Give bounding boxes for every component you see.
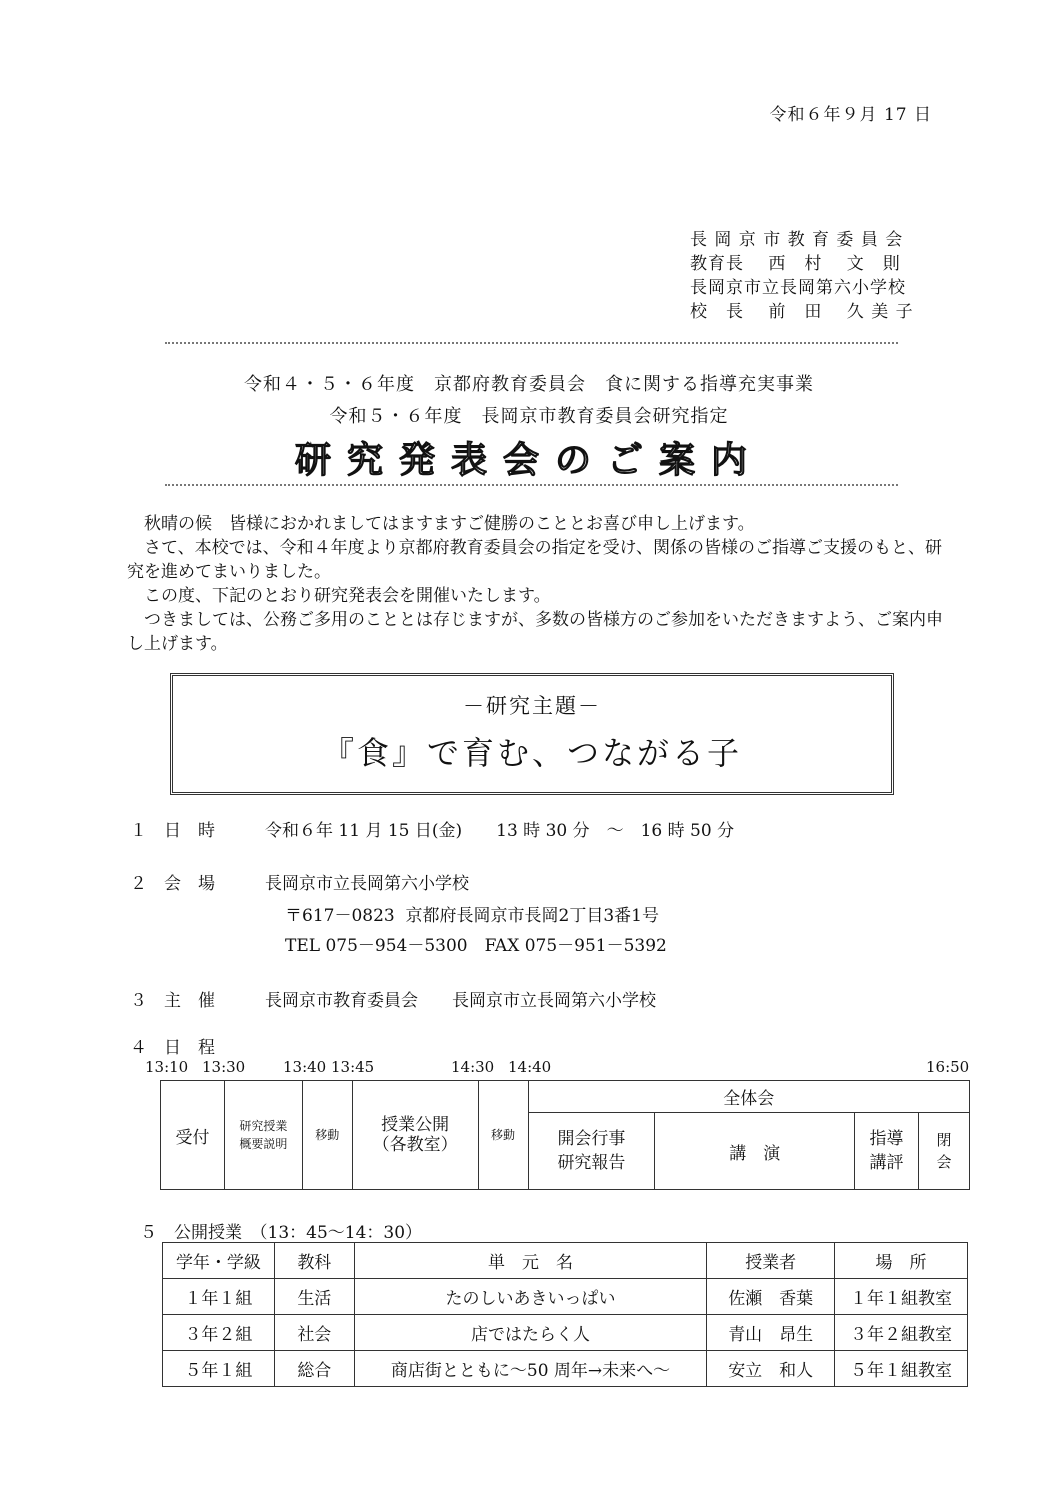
item-schedule-label: ４ 日 程 (130, 1038, 215, 1058)
item-date-value: 令和６年 11 月 15 日(金) 13 時 30 分 ～ 16 時 50 分 (265, 821, 735, 841)
divider-bottom (165, 484, 898, 486)
table-cell: 社会 (274, 1315, 354, 1351)
paragraph: つきましては、公務ご多用のこととは存じますが、多数の皆様方のご参加をいただきますよう、ご案内申し上げます。 (127, 610, 943, 654)
table-header: 場 所 (835, 1243, 968, 1279)
cell-text: 開会行事 (557, 1129, 626, 1149)
schedule-close (919, 1113, 970, 1190)
table-cell: １年１組教室 (835, 1279, 968, 1315)
cell-text: 研究授業 (239, 1119, 288, 1133)
cell-text: 概要説明 (239, 1137, 288, 1151)
paragraph: この度、下記のとおり研究発表会を開催いたします。 (144, 586, 551, 606)
research-theme-box (170, 673, 894, 795)
headline-1: 令和４・５・６年度 京都府教育委員会 食に関する指導充実事業 (244, 374, 814, 395)
schedule-plenary: 全体会 (528, 1081, 969, 1113)
lessons-table (162, 1242, 968, 1387)
item-venue-value: 長岡京市立長岡第六小学校 (265, 874, 469, 894)
cell-text: 講評 (869, 1153, 904, 1173)
paragraph: さて、本校では、令和４年度より京都府教育委員会の指定を受け、関係の皆様のご指導ご支援のもと、研究を進めてまいりました。 (127, 538, 942, 582)
cell-text: 研究報告 (557, 1153, 626, 1173)
sender-line: 教育長 西 村 文 則 (690, 254, 901, 274)
schedule-time: 13:40 (283, 1058, 327, 1076)
table-cell: ３年２組教室 (835, 1315, 968, 1351)
table-cell: 佐瀬 香葉 (707, 1279, 835, 1315)
headline-2: 令和５・６年度 長岡京市教育委員会研究指定 (329, 406, 729, 427)
schedule-ceremony (528, 1113, 655, 1190)
schedule-lecture: 講 演 (655, 1113, 855, 1190)
document-date: 令和６年９月 17 日 (769, 105, 932, 125)
table-row (163, 1351, 968, 1387)
table-cell: ３年２組 (163, 1315, 275, 1351)
table-header: 単 元 名 (354, 1243, 707, 1279)
schedule-move-1: 移動 (302, 1081, 352, 1190)
schedule-time: 13:45 (331, 1058, 375, 1076)
schedule-time: 14:40 (508, 1058, 552, 1076)
schedule-time: 13:10 (145, 1058, 189, 1076)
sender-block (690, 228, 914, 324)
table-cell: 店ではたらく人 (354, 1315, 707, 1351)
greeting-body (127, 512, 947, 656)
paragraph: 秋晴の候 皆様におかれましてはますますご健勝のこととお喜び申し上げます。 (144, 514, 755, 534)
table-cell: 商店街とともに～50 周年→未来へ～ (354, 1351, 707, 1387)
table-header: 学年・学級 (163, 1243, 275, 1279)
sender-line: 校 長 前 田 久 美 子 (690, 302, 914, 322)
cell-text: （各教室） (372, 1135, 458, 1155)
theme-title: 『食』で育む、つながる子 (321, 734, 742, 772)
schedule-time: 14:30 (451, 1058, 495, 1076)
table-cell: ５年１組教室 (835, 1351, 968, 1387)
page-title: 研究発表会のご案内 (294, 439, 763, 481)
divider-top (165, 342, 898, 344)
cell-text: 閉 (936, 1131, 952, 1149)
schedule-table (160, 1080, 970, 1190)
schedule-reception: 受付 (161, 1081, 225, 1190)
cell-text: 会 (936, 1153, 952, 1171)
table-header: 授業者 (707, 1243, 835, 1279)
schedule-move-2: 移動 (478, 1081, 528, 1190)
schedule-time: 16:50 (926, 1058, 970, 1076)
table-cell: 安立 和人 (707, 1351, 835, 1387)
item-date-label: １ 日 時 (130, 821, 215, 841)
venue-address: 〒617－0823 京都府長岡京市長岡2丁目3番1号 (285, 906, 659, 926)
item-host-label: ３ 主 催 (130, 991, 215, 1011)
table-row (163, 1279, 968, 1315)
schedule-open-class (352, 1081, 478, 1190)
table-cell: たのしいあきいっぱい (354, 1279, 707, 1315)
sender-line: 長岡京市立長岡第六小学校 (690, 278, 906, 298)
item-lessons-label: ５ 公開授業 （13：45～14：30） (140, 1223, 423, 1243)
table-header: 教科 (274, 1243, 354, 1279)
schedule-time: 13:30 (202, 1058, 246, 1076)
item-host-value: 長岡京市教育委員会 長岡京市立長岡第六小学校 (265, 991, 656, 1011)
table-cell: １年１組 (163, 1279, 275, 1315)
table-cell: 青山 昂生 (707, 1315, 835, 1351)
sender-line: 長 岡 京 市 教 育 委 員 会 (690, 230, 904, 250)
schedule-overview (224, 1081, 302, 1190)
cell-text: 授業公開 (381, 1115, 450, 1135)
table-header-row (163, 1243, 968, 1279)
item-venue-label: ２ 会 場 (130, 874, 215, 894)
table-cell: ５年１組 (163, 1351, 275, 1387)
theme-subtitle: －研究主題－ (463, 694, 601, 718)
table-row (163, 1315, 968, 1351)
cell-text: 指導 (869, 1129, 904, 1149)
schedule-guidance (855, 1113, 919, 1190)
table-cell: 生活 (274, 1279, 354, 1315)
venue-phone: TEL 075－954－5300 FAX 075－951－5392 (285, 936, 667, 956)
table-cell: 総合 (274, 1351, 354, 1387)
